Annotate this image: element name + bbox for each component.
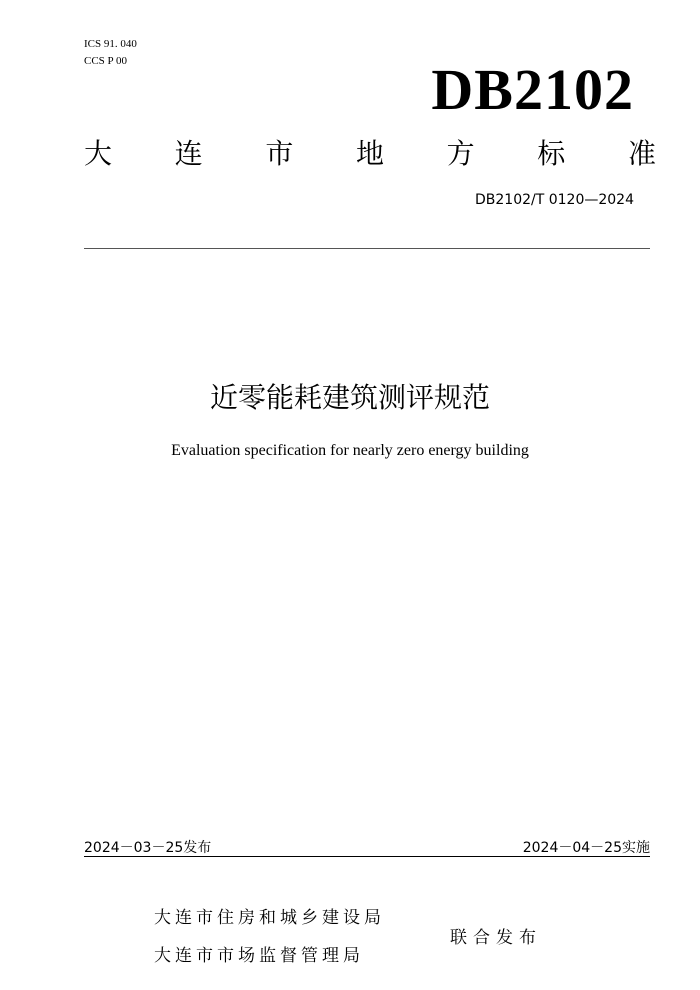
date-row	[84, 838, 650, 858]
document-title-cn: 近零能耗建筑测评规范	[209, 381, 490, 414]
standard-type-char: 大	[84, 137, 113, 170]
standard-type	[84, 134, 656, 174]
joint-issue-label: 联合发布	[450, 928, 542, 948]
standard-code-heading: DB2102	[431, 57, 634, 122]
standard-number: DB2102/T 0120—2024	[475, 192, 634, 208]
standard-type-char: 方	[446, 137, 475, 170]
issuer-housing-bureau: 大连市住房和城乡建设局	[154, 908, 385, 928]
header-divider	[84, 248, 650, 249]
issue-date: 2024－03－25发布	[84, 840, 212, 856]
standard-type-char: 连	[174, 137, 203, 170]
footer-divider	[84, 856, 650, 857]
implementation-date: 2024－04－25实施	[522, 840, 650, 856]
standard-type-char: 市	[265, 137, 294, 170]
standard-type-char: 标	[537, 137, 566, 170]
standard-type-char: 地	[355, 137, 384, 170]
ccs-code: CCS P 00	[84, 55, 128, 67]
document-title-en: Evaluation specification for nearly zero energy building	[171, 442, 529, 459]
standard-type-char: 准	[627, 137, 656, 170]
ics-code: ICS 91. 040	[84, 38, 137, 50]
classification-codes	[84, 36, 137, 70]
issuer-market-supervision-bureau: 大连市市场监督管理局	[154, 946, 364, 966]
